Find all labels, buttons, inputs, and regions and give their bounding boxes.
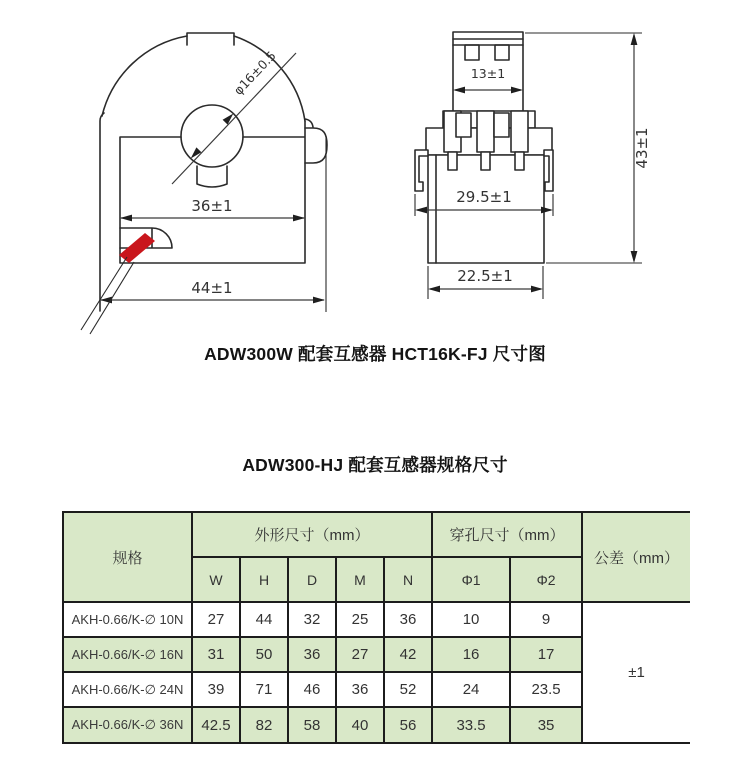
col-header-d: D	[288, 557, 336, 602]
front-view-drawing	[81, 33, 327, 334]
value-cell: 33.5	[432, 707, 510, 743]
diagram-caption: ADW300W 配套互感器 HCT16K-FJ 尺寸图	[204, 344, 546, 364]
value-cell: 58	[288, 707, 336, 743]
value-cell: 16	[432, 637, 510, 672]
value-cell: 36	[288, 637, 336, 672]
value-cell: 42	[384, 637, 432, 672]
tolerance-cell: ±1	[582, 602, 690, 743]
value-cell: 27	[336, 637, 384, 672]
ct-dimension-drawings	[0, 0, 750, 335]
value-cell: 9	[510, 602, 582, 637]
spec-cell: AKH-0.66/K-∅ 16N	[63, 637, 192, 672]
value-cell: 46	[288, 672, 336, 707]
spec-table-container	[62, 511, 690, 744]
value-cell: 36	[384, 602, 432, 637]
value-cell: 42.5	[192, 707, 240, 743]
dim-arrow	[191, 147, 202, 158]
dim-label-hole-dia: φ16±0.5	[230, 47, 279, 98]
value-cell: 32	[288, 602, 336, 637]
side-view-drawing	[415, 32, 651, 299]
col-header-n: N	[384, 557, 432, 602]
value-cell: 50	[240, 637, 288, 672]
col-header-w: W	[192, 557, 240, 602]
col-header-m: M	[336, 557, 384, 602]
spec-cell: AKH-0.66/K-∅ 10N	[63, 602, 192, 637]
value-cell: 10	[432, 602, 510, 637]
value-cell: 82	[240, 707, 288, 743]
spec-cell: AKH-0.66/K-∅ 24N	[63, 672, 192, 707]
value-cell: 36	[336, 672, 384, 707]
value-cell: 27	[192, 602, 240, 637]
dim-label-inner-width: 36±1	[191, 197, 233, 215]
col-header-phi2: Φ2	[510, 557, 582, 602]
value-cell: 23.5	[510, 672, 582, 707]
dim-label-outer-width: 44±1	[191, 279, 233, 297]
dim-label-height: 43±1	[633, 127, 651, 169]
spec-table	[62, 511, 690, 744]
dim-arrow	[223, 114, 234, 125]
value-cell: 52	[384, 672, 432, 707]
spec-table-title: ADW300-HJ 配套互感器规格尺寸	[242, 455, 508, 475]
value-cell: 39	[192, 672, 240, 707]
value-cell: 17	[510, 637, 582, 672]
value-cell: 35	[510, 707, 582, 743]
value-cell: 31	[192, 637, 240, 672]
col-header-spec: 规格	[63, 512, 192, 602]
value-cell: 44	[240, 602, 288, 637]
value-cell: 56	[384, 707, 432, 743]
value-cell: 40	[336, 707, 384, 743]
col-header-phi1: Φ1	[432, 557, 510, 602]
dim-label-hook-width: 29.5±1	[456, 188, 512, 206]
spec-cell: AKH-0.66/K-∅ 36N	[63, 707, 192, 743]
value-cell: 71	[240, 672, 288, 707]
col-group-outline-dims: 外形尺寸（mm）	[192, 512, 432, 557]
col-header-tolerance: 公差（mm）	[582, 512, 690, 602]
dim-label-base-width: 22.5±1	[457, 267, 513, 285]
dim-label-head-width: 13±1	[470, 66, 506, 81]
col-header-h: H	[240, 557, 288, 602]
col-group-hole-dims: 穿孔尺寸（mm）	[432, 512, 582, 557]
value-cell: 24	[432, 672, 510, 707]
table-row	[63, 602, 690, 637]
value-cell: 25	[336, 602, 384, 637]
